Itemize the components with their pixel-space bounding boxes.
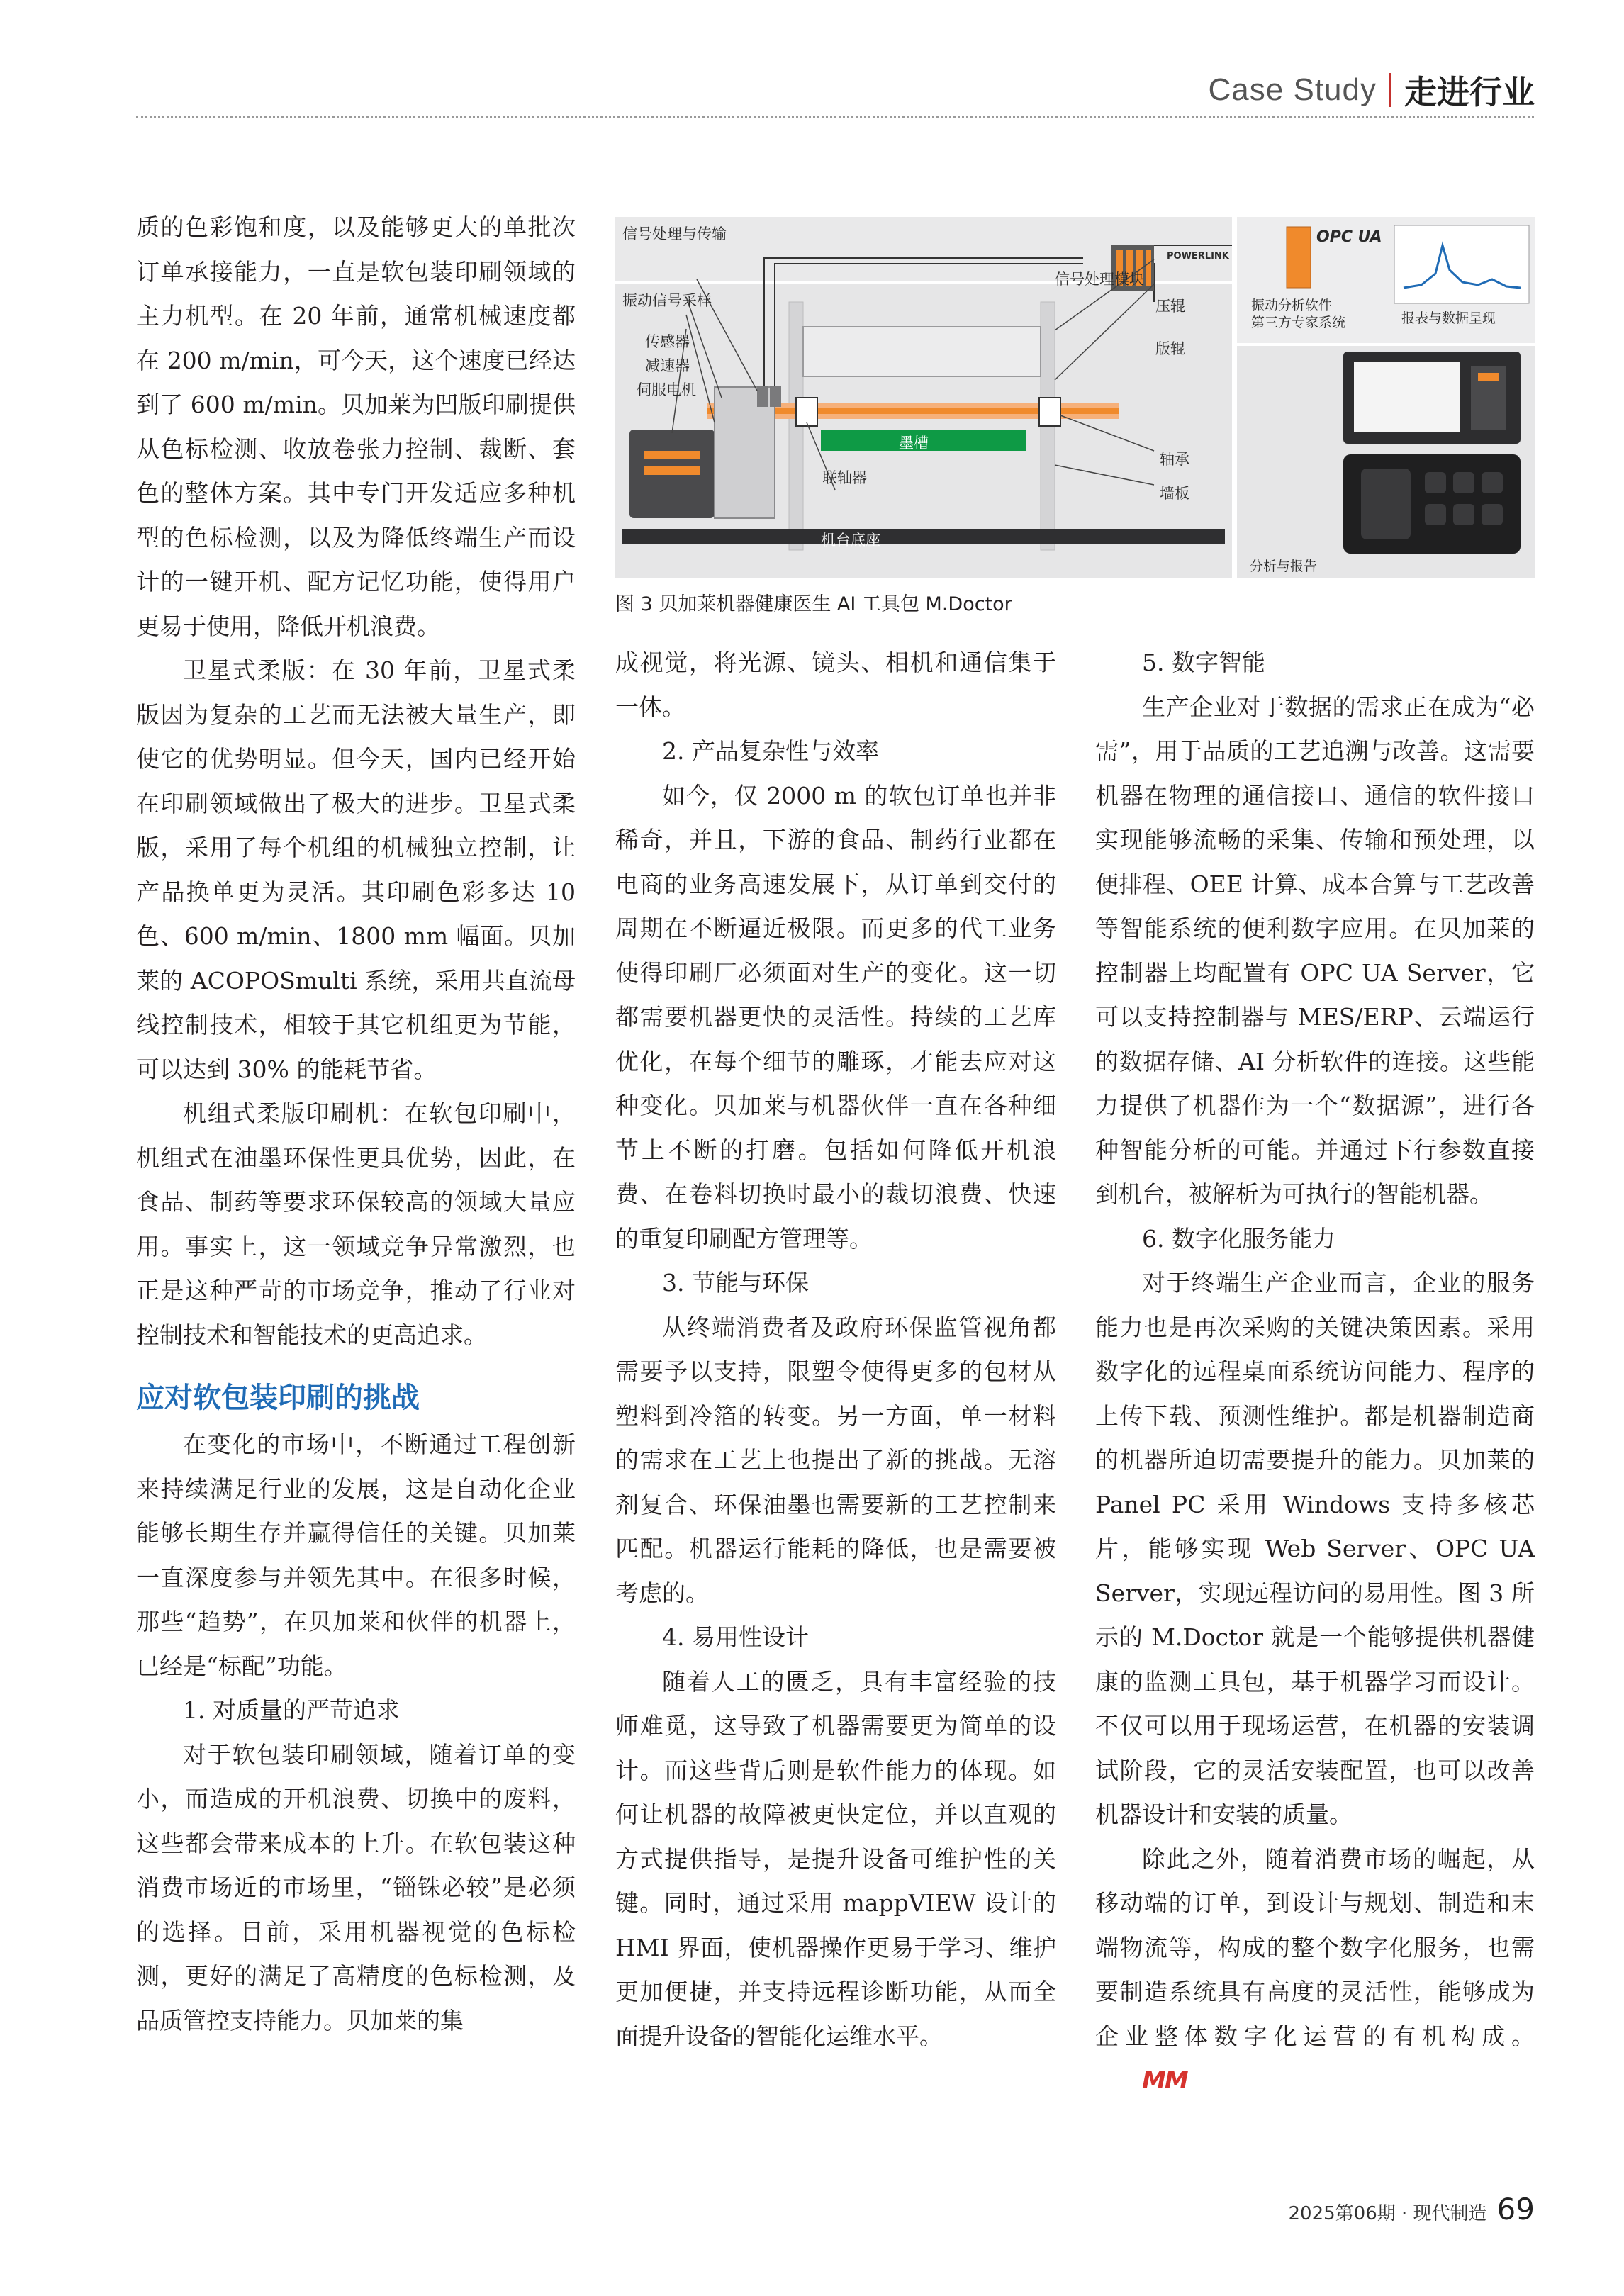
- label-sensor: 传感器: [645, 333, 690, 350]
- magazine-logo: MM: [1142, 2066, 1187, 2095]
- label-base: 机台底座: [821, 532, 880, 549]
- paragraph: 在变化的市场中，不断通过工程创新来持续满足行业的发展，这是自动化企业能够长期生存并赢得信任的关键。贝加莱一直深度参与并领先其中。在很多时候，那些“趋势”，在贝加莱和伙伴的机器上，已经是“标配”功能。: [136, 1430, 576, 1680]
- label-ink-tank: 墨槽: [899, 435, 929, 452]
- subheading: 6. 数字化服务能力: [1142, 1224, 1335, 1253]
- label-press-roll: 压辊: [1155, 298, 1185, 315]
- section-heading: 应对软包装印刷的挑战: [136, 1382, 420, 1414]
- text-column-2: [615, 641, 1056, 2059]
- subheading: 4. 易用性设计: [662, 1623, 809, 1651]
- subheading: 2. 产品复杂性与效率: [662, 737, 879, 765]
- paragraph: 如今，仅 2000 m 的软包订单也并非稀奇，并且，下游的食品、制药行业都在电商的业务高速发展下，从订单到交付的周期在不断逼近极限。而更多的代工业务使得印刷厂必须面对生产的变化。这一切都需要机器更快的灵活性。持续的工艺库优化，在每个细节的雕琢，才能去应对这种变化。贝加莱与机器伙伴一直在各种细节上不断的打磨。包括如何降低开机浪费、在卷料切换时最小的裁切浪费、快速的重复印刷配方管理等。: [615, 781, 1056, 1253]
- analysis-graphics: [1237, 217, 1535, 578]
- label-wall-plate: 墙板: [1160, 485, 1189, 502]
- header-divider: [1389, 73, 1391, 107]
- text-column-1: [136, 206, 576, 2043]
- paragraph: 对于软包装印刷领域，随着订单的变小，而造成的开机浪费、切换中的废料，这些都会带来成本的上升。在软包装这种消费市场近的市场里，“锱铢必较”是必须的选择。目前，采用机器视觉的色标检测，更好的满足了高精度的色标检测，及品质管控支持能力。贝加莱的集: [136, 1740, 576, 2034]
- label-report-display: 报表与数据呈现: [1401, 310, 1496, 326]
- figure-main-panel: [615, 217, 1232, 578]
- page-footer: [1289, 2192, 1535, 2227]
- label-vibration-sampling: 振动信号采样: [622, 292, 712, 309]
- header-section-en: Case Study: [1208, 72, 1377, 107]
- paragraph: 卫星式柔版：在 30 年前，卫星式柔版因为复杂的工艺而无法被大量生产，即使它的优势明显。但今天，国内已经开始在印刷领域做出了极大的进步。卫星式柔版，采用了每个机组的机械独立控制，让产品换单更为灵活。其印刷色彩多达 10 色、600 m/min、1800 mm 幅面。贝加莱的 ACOPOSmulti 系统，采用共直流母线控制技术，相较于其它机组更为节能，可以达到 30% 的能耗节省。: [136, 656, 576, 1083]
- paragraph: 机组式柔版印刷机：在软包印刷中，机组式在油墨环保性更具优势，因此，在食品、制药等要求环保较高的领域大量应用。事实上，这一领域竞争异常激烈，也正是这种严苛的市场竞争，推动了行业对控制技术和智能技术的更高追求。: [136, 1099, 576, 1349]
- issue-label: 2025第06期 · 现代制造: [1288, 2203, 1487, 2224]
- header-section-zh: 走进行业: [1404, 73, 1535, 111]
- label-bearing: 轴承: [1160, 451, 1189, 468]
- label-reducer: 减速器: [645, 357, 690, 374]
- label-analysis-software: 振动分析软件: [1251, 298, 1333, 313]
- figure-right-panel: [1237, 217, 1535, 578]
- subheading: 3. 节能与环保: [662, 1269, 809, 1297]
- figure-caption: 图 3 贝加莱机器健康医生 AI 工具包 M.Doctor: [615, 593, 1012, 615]
- label-signal-transmission: 信号处理与传输: [622, 225, 727, 242]
- paragraph: 随着人工的匮乏，具有丰富经验的技师难觅，这导致了机器需要更为简单的设计。而这些背后则是软件能力的体现。如何让机器的故障被更快定位，并以直观的方式提供指导，是提升设备可维护性的关键。同时，通过采用 mappVIEW 设计的 HMI 界面，使机器操作更易于学习、维护更加便捷，并支持远程诊断功能，从而全面提升设备的智能化运维水平。: [615, 1667, 1056, 2050]
- paragraph: 生产企业对于数据的需求正在成为“必需”，用于品质的工艺追溯与改善。这需要机器在物理的通信接口、通信的软件接口实现能够流畅的采集、传输和预处理，以便排程、OEE 计算、成本合算与工艺改善等智能系统的便利数字应用。在贝加莱的控制器上均配置有 OPC UA Server，它可以支持控制器与 MES/ERP、云端运行的数据存储、AI 分析软件的连接。这些能力提供了机器作为一个“数据源”，进行各种智能分析的可能。并通过下行参数直接到机台，被解析为可执行的智能机器。: [1095, 693, 1535, 1208]
- text-column-3: [1095, 641, 1535, 2103]
- label-signal-module: 信号处理模块: [1055, 271, 1144, 288]
- report-chart-icon: [1394, 225, 1529, 303]
- page-number: 69: [1496, 2192, 1535, 2227]
- paragraph: 成视觉，将光源、镜头、相机和通信集于一体。: [615, 649, 1056, 721]
- label-powerlink: POWERLINK: [1167, 251, 1229, 262]
- label-opc-ua: OPC UA: [1316, 228, 1382, 246]
- label-coupling: 联轴器: [822, 469, 867, 486]
- paragraph: 从终端消费者及政府环保监管视角都需要予以支持，限塑令使得更多的包材从塑料到冷箔的转变。另一方面，单一材料的需求在工艺上也提出了新的挑战。无溶剂复合、环保油墨也需要新的工艺控制来匹配。机器运行能耗的降低，也是需要被考虑的。: [615, 1313, 1056, 1607]
- figure-mdoctor: [615, 217, 1535, 578]
- opc-device-icon: [1287, 227, 1311, 288]
- paragraph: 质的色彩饱和度，以及能够更大的单批次订单承接能力，一直是软包装印刷领域的主力机型。在 20 年前，通常机械速度都在 200 m/min，可今天，这个速度已经达到了 600 m/min。贝加莱为凹版印刷提供从色标检测、收放卷张力控制、裁断、套色的整体方案。其中专门开发适应多种机型的色标检测，以及为降低终端生产而设计的一键开机、配方记忆功能，使得用户更易于使用，降低开机浪费。: [136, 213, 576, 640]
- label-analysis-report: 分析与报告: [1250, 559, 1318, 574]
- header-rule: [136, 116, 1534, 118]
- label-plate-roll: 版辊: [1155, 340, 1185, 357]
- running-header: [1209, 65, 1535, 115]
- paragraph: 对于终端生产企业而言，企业的服务能力也是再次采购的关键决策因素。采用数字化的远程桌面系统访问能力、程序的上传下载、预测性维护。都是机器制造商的机器所迫切需要提升的能力。贝加莱的 Panel PC 采用 Windows 支持多核芯片，能够实现 Web Server、OPC UA Server，实现远程访问的易用性。图 3 所示的 M.Doctor 就是一个能够提供机器健康的监测工具包，基于机器学习而设计。不仅可以用于现场运营，在机器的安装调试阶段，它的灵活安装配置，也可以改善机器设计和安装的质量。: [1095, 1269, 1535, 1828]
- label-servo-motor: 伺服电机: [637, 381, 696, 398]
- label-third-party: 第三方专家系统: [1251, 315, 1346, 330]
- paragraph: [1095, 1837, 1535, 2103]
- subheading: 5. 数字智能: [1142, 649, 1265, 676]
- paragraph-text: 除此之外，随着消费市场的崛起，从移动端的订单，到设计与规划、制造和末端物流等，构成的整个数字化服务，也需要制造系统具有高度的灵活性，能够成为企业整体数字化运营的有机构成。: [1095, 1844, 1535, 2050]
- subheading: 1. 对质量的严苛追求: [183, 1696, 400, 1724]
